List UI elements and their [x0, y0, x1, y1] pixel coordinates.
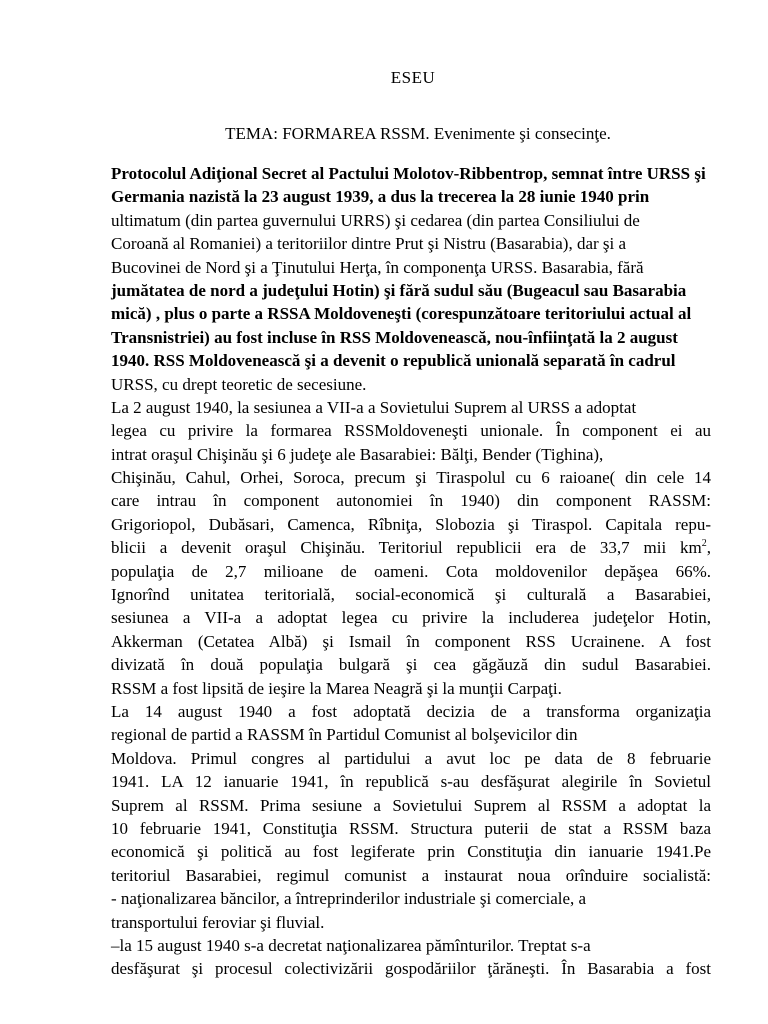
text-line: Grigoriopol, Dubăsari, Camenca, Rîbniţa, Slobozia şi Tiraspol. Capitala repu-	[111, 514, 711, 534]
text-line: La 2 august 1940, la sesiunea a VII-a a Sovietului Suprem al URSS a adoptat	[111, 397, 637, 417]
superscript: 2	[701, 538, 707, 550]
text-line: ultimatum (din partea guvernului URRS) şi cedarea (din partea Consiliului de	[111, 210, 640, 230]
text-line: –la 15 august 1940 s-a decretat naţionalizarea pămînturilor. Treptat s-a	[111, 935, 591, 955]
text-line: intrat oraşul Chişinău şi 6 judeţe ale Basarabiei: Bălţi, Bender (Tighina),	[111, 444, 604, 464]
essay-theme: TEMA: FORMAREA RSSM. Evenimente şi consecinţe.	[225, 124, 611, 143]
text-line: care intrau în component autonomiei în 1940) din component RASSM:	[111, 491, 711, 511]
text-line: legea cu privire la formarea RSSMoldoveneşti unionale. În component ei au	[111, 421, 711, 441]
text-line: mică) , plus o parte a RSSA Moldoveneşti (corespunzătoare teritoriului actual al	[111, 304, 692, 324]
text-line: - naţionalizarea băncilor, a întreprinderilor industriale şi comerciale, a	[111, 889, 587, 909]
text-line: teritoriul Basarabiei, regimul comunist a instaurat noua orînduire socialistă:	[111, 865, 711, 885]
text-line: URSS, cu drept teoretic de secesiune.	[111, 374, 367, 394]
text-line: Akkerman (Cetatea Albă) şi Ismail în component RSS Ucrainene. A fost	[111, 631, 711, 651]
text-line: Coroană al Romaniei) a teritoriilor dintre Prut şi Nistru (Basarabia), dar şi a	[111, 234, 627, 254]
text-line: desfăşurat şi procesul colectivizării gospodăriilor ţărăneşti. În Basarabia a fost	[111, 959, 711, 979]
text-line: jumătatea de nord a judeţului Hotin) şi fără sudul său (Bugeacul sau Basarabia	[111, 280, 687, 300]
text-line: Ignorînd unitatea teritorială, social-economică şi culturală a Basarabiei,	[111, 585, 711, 605]
text-line: Transnistriei) au fost incluse în RSS Moldovenească, nou-înfiinţată la 2 august	[111, 327, 678, 347]
text-line: divizată în două populaţia bulgară şi cea găgăuză din sudul Basarabiei.	[111, 655, 711, 675]
essay-body	[111, 162, 711, 981]
text-line: La 14 august 1940 a fost adoptată decizia de a transforma organizaţia	[111, 701, 711, 721]
text-line: RSSM a fost lipsită de ieşire la Marea Neagră şi la munţii Carpaţi.	[111, 678, 562, 698]
text-line: Suprem al RSSM. Prima sesiune a Sovietului Suprem al RSSM a adoptat la	[111, 795, 711, 815]
text-line: economică şi politică au fost legiferate prin Constituţia din ianuarie 1941.Pe	[111, 842, 711, 862]
text-line: sesiunea a VII-a a adoptat legea cu privire la includerea judeţelor Hotin,	[111, 608, 711, 628]
text-line: 10 februarie 1941, Constituţia RSSM. Structura puterii de stat a RSSM baza	[111, 818, 711, 838]
text-line: 1941. LA 12 ianuarie 1941, în republică s-au desfăşurat alegirile în Sovietul	[111, 772, 711, 792]
text-line: populaţia de 2,7 milioane de oameni. Cota moldovenilor depăşea 66%.	[111, 561, 711, 581]
text-line: Germania nazistă la 23 august 1939, a dus la trecerea la 28 iunie 1940 prin	[111, 187, 650, 207]
text-line: Protocolul Adiţional Secret al Pactului Molotov-Ribbentrop, semnat între URSS şi	[111, 164, 706, 183]
essay-title: ESEU	[390, 68, 436, 87]
text-line: regional de partid a RASSM în Partidul Comunist al bolşevicilor din	[111, 725, 578, 745]
text-line: 1940. RSS Moldovenească şi a devenit o republică unională separată în cadrul	[111, 351, 676, 371]
text-line: blicii a devenit oraşul Chişinău. Teritoriul republicii era de 33,7 mii $km^2$,	[111, 538, 711, 558]
text-line: Chişinău, Cahul, Orhei, Soroca, precum şi Tiraspolul cu 6 raioane( din cele 14	[111, 468, 711, 488]
text-line: Bucovinei de Nord şi a Ţinutului Herţa, în componenţa URSS. Basarabia, fără	[111, 257, 644, 277]
text-line: transportului feroviar şi fluvial.	[111, 912, 325, 932]
text-line: Moldova. Primul congres al partidului a avut loc pe data de 8 februarie	[111, 748, 711, 768]
